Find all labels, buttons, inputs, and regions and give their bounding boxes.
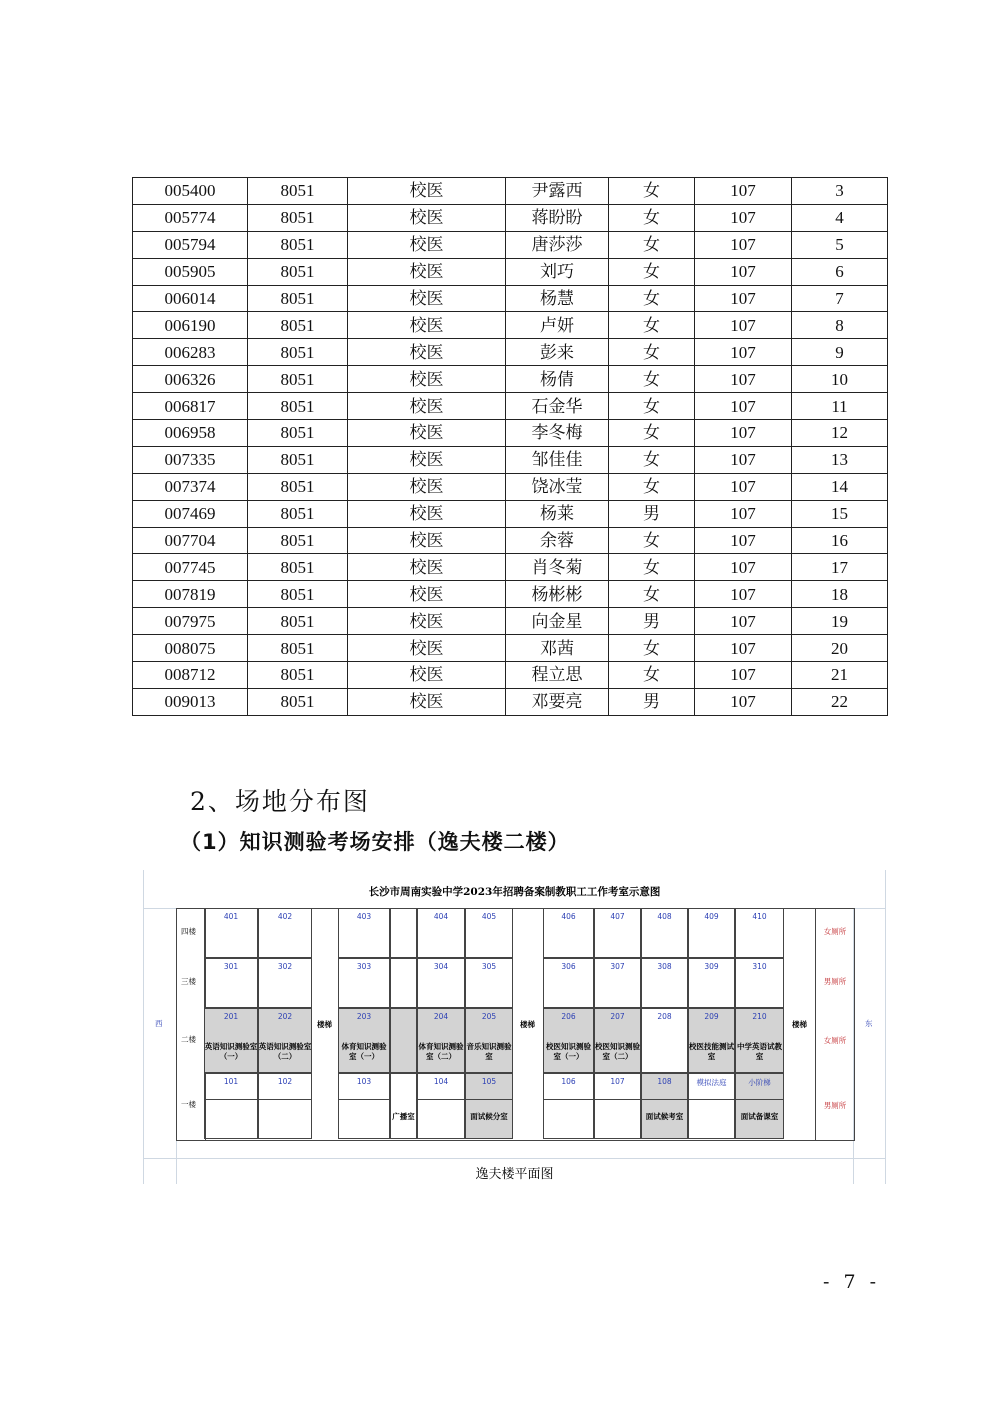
room-number: 小阶梯 bbox=[748, 1078, 771, 1087]
room-label: 面试备课室 bbox=[740, 1112, 779, 1121]
cell-name: 杨慧 bbox=[506, 285, 609, 312]
cell-name: 余蓉 bbox=[506, 527, 609, 554]
table-row bbox=[133, 312, 888, 339]
cell-gender: 女 bbox=[609, 420, 695, 447]
room-number: 301 bbox=[223, 962, 239, 971]
cell-candidate-id: 007469 bbox=[133, 500, 248, 527]
table-row bbox=[133, 688, 888, 715]
room-number: 305 bbox=[481, 962, 497, 971]
cell-name: 邓茜 bbox=[506, 635, 609, 662]
stairs-label-3: 楼梯 bbox=[792, 1020, 807, 1029]
cell-post-name: 校医 bbox=[348, 635, 506, 662]
cell-name: 卢妍 bbox=[506, 312, 609, 339]
room-number: 107 bbox=[610, 1077, 625, 1086]
cell-seat: 13 bbox=[792, 446, 888, 473]
room-number: 306 bbox=[561, 962, 576, 971]
cell-post-name: 校医 bbox=[348, 554, 506, 581]
toilet-label-3: 男厕所 bbox=[823, 977, 847, 986]
cell-seat: 17 bbox=[792, 554, 888, 581]
room-number: 206 bbox=[561, 1012, 576, 1021]
cell-room: 107 bbox=[695, 662, 792, 689]
cell-candidate-id: 006817 bbox=[133, 393, 248, 420]
room-number: 302 bbox=[277, 962, 293, 971]
cell-gender: 女 bbox=[609, 554, 695, 581]
gap-room bbox=[390, 1073, 417, 1139]
cell-gender: 女 bbox=[609, 258, 695, 285]
cell-candidate-id: 006958 bbox=[133, 420, 248, 447]
floor-plan-title: 长沙市周南实验中学2023年招聘备案制教职工工作考室示意图 bbox=[368, 886, 661, 898]
cell-room: 107 bbox=[695, 581, 792, 608]
cell-seat: 11 bbox=[792, 393, 888, 420]
cell-seat: 4 bbox=[792, 204, 888, 231]
room-number: 108 bbox=[657, 1077, 672, 1086]
cell-post-code: 8051 bbox=[248, 554, 348, 581]
cell-seat: 10 bbox=[792, 366, 888, 393]
room-number: 202 bbox=[277, 1012, 293, 1021]
room-number: 402 bbox=[277, 912, 293, 921]
cell-post-name: 校医 bbox=[348, 662, 506, 689]
cell-post-name: 校医 bbox=[348, 446, 506, 473]
table-row bbox=[133, 178, 888, 205]
cell-room: 107 bbox=[695, 635, 792, 662]
cell-gender: 女 bbox=[609, 662, 695, 689]
cell-candidate-id: 006283 bbox=[133, 339, 248, 366]
cell-seat: 14 bbox=[792, 473, 888, 500]
room-label: 面试候分室 bbox=[470, 1112, 508, 1121]
cell-candidate-id: 005905 bbox=[133, 258, 248, 285]
table-row bbox=[133, 420, 888, 447]
table-row bbox=[133, 500, 888, 527]
room-number: 407 bbox=[610, 912, 625, 921]
cell-room: 107 bbox=[695, 339, 792, 366]
cell-post-name: 校医 bbox=[348, 366, 506, 393]
room-label: 校医知识测验室（二） bbox=[595, 1042, 640, 1061]
cell-candidate-id: 007335 bbox=[133, 446, 248, 473]
cell-post-name: 校医 bbox=[348, 178, 506, 205]
cell-name: 李冬梅 bbox=[506, 420, 609, 447]
cell-name: 尹露西 bbox=[506, 178, 609, 205]
cell-name: 杨倩 bbox=[506, 366, 609, 393]
cell-seat: 16 bbox=[792, 527, 888, 554]
cell-candidate-id: 006014 bbox=[133, 285, 248, 312]
cell-post-code: 8051 bbox=[248, 635, 348, 662]
floor-plan-figure bbox=[143, 870, 886, 1184]
floor-label-1: 一楼 bbox=[181, 1100, 196, 1109]
cell-gender: 女 bbox=[609, 178, 695, 205]
cell-candidate-id: 008075 bbox=[133, 635, 248, 662]
table-row bbox=[133, 258, 888, 285]
cell-room: 107 bbox=[695, 554, 792, 581]
cell-gender: 女 bbox=[609, 473, 695, 500]
cell-name: 邹佳佳 bbox=[506, 446, 609, 473]
cell-room: 107 bbox=[695, 178, 792, 205]
cell-name: 唐莎莎 bbox=[506, 231, 609, 258]
cell-post-code: 8051 bbox=[248, 473, 348, 500]
table-row bbox=[133, 473, 888, 500]
sub-heading: （1）知识测验考场安排（逸夫楼二楼） bbox=[180, 830, 570, 854]
cell-seat: 15 bbox=[792, 500, 888, 527]
room-label: 面试候考室 bbox=[645, 1112, 684, 1121]
cell-candidate-id: 005400 bbox=[133, 178, 248, 205]
room-number: 403 bbox=[356, 912, 372, 921]
cell-post-name: 校医 bbox=[348, 581, 506, 608]
cell-post-name: 校医 bbox=[348, 204, 506, 231]
stairs-label-1: 楼梯 bbox=[317, 1020, 332, 1029]
cell-candidate-id: 007745 bbox=[133, 554, 248, 581]
room-label: 中学英语试教室 bbox=[737, 1042, 782, 1061]
cell-gender: 女 bbox=[609, 366, 695, 393]
cell-gender: 女 bbox=[609, 285, 695, 312]
cell-candidate-id: 009013 bbox=[133, 688, 248, 715]
cell-room: 107 bbox=[695, 204, 792, 231]
room-number: 309 bbox=[704, 962, 719, 971]
room-number: 408 bbox=[657, 912, 672, 921]
cell-gender: 男 bbox=[609, 688, 695, 715]
east-label: 东 bbox=[865, 1019, 873, 1028]
room-number: 203 bbox=[356, 1012, 372, 1021]
cell-name: 彭来 bbox=[506, 339, 609, 366]
cell-gender: 男 bbox=[609, 500, 695, 527]
cell-seat: 9 bbox=[792, 339, 888, 366]
gap-room bbox=[390, 958, 417, 1008]
cell-candidate-id: 007704 bbox=[133, 527, 248, 554]
section-heading: 2、场地分布图 bbox=[190, 787, 370, 816]
room-number: 205 bbox=[481, 1012, 497, 1021]
room-number: 209 bbox=[704, 1012, 719, 1021]
cell-post-name: 校医 bbox=[348, 500, 506, 527]
cell-seat: 8 bbox=[792, 312, 888, 339]
table-row bbox=[133, 366, 888, 393]
cell-seat: 22 bbox=[792, 688, 888, 715]
cell-name: 刘巧 bbox=[506, 258, 609, 285]
cell-candidate-id: 007819 bbox=[133, 581, 248, 608]
cell-candidate-id: 007975 bbox=[133, 608, 248, 635]
cell-room: 107 bbox=[695, 231, 792, 258]
room-label: 英语知识测验室（一） bbox=[204, 1042, 258, 1061]
room-number: 104 bbox=[433, 1077, 449, 1086]
cell-post-name: 校医 bbox=[348, 608, 506, 635]
cell-room: 107 bbox=[695, 527, 792, 554]
cell-gender: 女 bbox=[609, 231, 695, 258]
cell-post-name: 校医 bbox=[348, 393, 506, 420]
cell-seat: 21 bbox=[792, 662, 888, 689]
room-label: 英语知识测验室（二） bbox=[258, 1042, 312, 1061]
room-number: 406 bbox=[561, 912, 576, 921]
cell-room: 107 bbox=[695, 688, 792, 715]
cell-gender: 女 bbox=[609, 446, 695, 473]
cell-name: 杨彬彬 bbox=[506, 581, 609, 608]
room-number: 模拟法庭 bbox=[696, 1078, 727, 1087]
cell-post-code: 8051 bbox=[248, 366, 348, 393]
cell-post-code: 8051 bbox=[248, 608, 348, 635]
room-number: 105 bbox=[481, 1077, 497, 1086]
cell-room: 107 bbox=[695, 366, 792, 393]
cell-room: 107 bbox=[695, 608, 792, 635]
cell-post-name: 校医 bbox=[348, 473, 506, 500]
west-label: 西 bbox=[155, 1019, 163, 1028]
room-number: 410 bbox=[752, 912, 767, 921]
room-number: 101 bbox=[223, 1077, 239, 1086]
cell-name: 饶冰莹 bbox=[506, 473, 609, 500]
room-number: 304 bbox=[433, 962, 449, 971]
cell-post-code: 8051 bbox=[248, 312, 348, 339]
cell-post-code: 8051 bbox=[248, 446, 348, 473]
cell-seat: 7 bbox=[792, 285, 888, 312]
cell-room: 107 bbox=[695, 473, 792, 500]
cell-gender: 女 bbox=[609, 339, 695, 366]
table-row bbox=[133, 204, 888, 231]
table-row bbox=[133, 554, 888, 581]
cell-name: 邓要亮 bbox=[506, 688, 609, 715]
cell-post-name: 校医 bbox=[348, 420, 506, 447]
toilet-label-4: 女厕所 bbox=[823, 927, 847, 936]
cell-gender: 女 bbox=[609, 635, 695, 662]
room-label: 体育知识测验室（一） bbox=[341, 1042, 387, 1061]
room-number: 307 bbox=[610, 962, 625, 971]
floor-label-2: 二楼 bbox=[181, 1035, 196, 1044]
room-number: 208 bbox=[657, 1012, 672, 1021]
room-number: 207 bbox=[610, 1012, 625, 1021]
cell-seat: 18 bbox=[792, 581, 888, 608]
cell-seat: 6 bbox=[792, 258, 888, 285]
cell-room: 107 bbox=[695, 446, 792, 473]
cell-post-code: 8051 bbox=[248, 204, 348, 231]
cell-name: 石金华 bbox=[506, 393, 609, 420]
room-number: 310 bbox=[752, 962, 767, 971]
table-row bbox=[133, 231, 888, 258]
room-number: 409 bbox=[704, 912, 719, 921]
room-number: 106 bbox=[561, 1077, 576, 1086]
cell-seat: 3 bbox=[792, 178, 888, 205]
gap-room bbox=[390, 1008, 417, 1073]
cell-room: 107 bbox=[695, 312, 792, 339]
cell-post-code: 8051 bbox=[248, 258, 348, 285]
room-number: 210 bbox=[752, 1012, 767, 1021]
cell-post-code: 8051 bbox=[248, 500, 348, 527]
cell-post-code: 8051 bbox=[248, 285, 348, 312]
room-label: 校医技能测试室 bbox=[689, 1042, 734, 1061]
cell-post-code: 8051 bbox=[248, 393, 348, 420]
cell-post-name: 校医 bbox=[348, 527, 506, 554]
table-row bbox=[133, 339, 888, 366]
cell-candidate-id: 005774 bbox=[133, 204, 248, 231]
cell-room: 107 bbox=[695, 258, 792, 285]
roster-body bbox=[133, 178, 888, 716]
cell-post-code: 8051 bbox=[248, 662, 348, 689]
cell-gender: 女 bbox=[609, 204, 695, 231]
cell-post-code: 8051 bbox=[248, 581, 348, 608]
room-number: 303 bbox=[356, 962, 372, 971]
cell-candidate-id: 006326 bbox=[133, 366, 248, 393]
candidate-roster-table bbox=[132, 177, 888, 716]
room-label: 广播室 bbox=[392, 1112, 415, 1121]
room-number: 404 bbox=[433, 912, 449, 921]
cell-gender: 男 bbox=[609, 608, 695, 635]
toilet-label-2: 女厕所 bbox=[823, 1036, 847, 1045]
table-row bbox=[133, 608, 888, 635]
stairs-label-2: 楼梯 bbox=[520, 1020, 535, 1029]
cell-candidate-id: 006190 bbox=[133, 312, 248, 339]
cell-post-name: 校医 bbox=[348, 231, 506, 258]
table-row bbox=[133, 527, 888, 554]
cell-candidate-id: 007374 bbox=[133, 473, 248, 500]
page-number: - 7 - bbox=[823, 1271, 881, 1293]
room-number: 103 bbox=[356, 1077, 372, 1086]
room-label: 校医知识测验室（一） bbox=[546, 1042, 591, 1061]
cell-post-code: 8051 bbox=[248, 420, 348, 447]
room-number: 102 bbox=[277, 1077, 293, 1086]
table-row bbox=[133, 446, 888, 473]
cell-name: 程立思 bbox=[506, 662, 609, 689]
floor-label-3: 三楼 bbox=[181, 977, 196, 986]
cell-room: 107 bbox=[695, 500, 792, 527]
table-row bbox=[133, 285, 888, 312]
room-label: 音乐知识测验室 bbox=[466, 1042, 512, 1061]
cell-post-name: 校医 bbox=[348, 339, 506, 366]
cell-seat: 20 bbox=[792, 635, 888, 662]
cell-name: 肖冬菊 bbox=[506, 554, 609, 581]
table-row bbox=[133, 662, 888, 689]
cell-gender: 女 bbox=[609, 581, 695, 608]
cell-candidate-id: 005794 bbox=[133, 231, 248, 258]
cell-gender: 女 bbox=[609, 312, 695, 339]
floor-plan-caption: 逸夫楼平面图 bbox=[475, 1167, 554, 1182]
cell-name: 杨莱 bbox=[506, 500, 609, 527]
cell-seat: 12 bbox=[792, 420, 888, 447]
cell-gender: 女 bbox=[609, 527, 695, 554]
cell-post-name: 校医 bbox=[348, 258, 506, 285]
cell-room: 107 bbox=[695, 285, 792, 312]
cell-gender: 女 bbox=[609, 393, 695, 420]
cell-name: 向金星 bbox=[506, 608, 609, 635]
cell-post-name: 校医 bbox=[348, 688, 506, 715]
cell-post-code: 8051 bbox=[248, 339, 348, 366]
room-label: 体育知识测验室（二） bbox=[418, 1042, 464, 1061]
cell-seat: 19 bbox=[792, 608, 888, 635]
cell-seat: 5 bbox=[792, 231, 888, 258]
cell-room: 107 bbox=[695, 420, 792, 447]
cell-post-code: 8051 bbox=[248, 231, 348, 258]
cell-post-name: 校医 bbox=[348, 312, 506, 339]
table-row bbox=[133, 635, 888, 662]
room-number: 204 bbox=[433, 1012, 449, 1021]
room-number: 405 bbox=[481, 912, 497, 921]
table-row bbox=[133, 581, 888, 608]
cell-candidate-id: 008712 bbox=[133, 662, 248, 689]
gap-room bbox=[390, 908, 417, 958]
table-row bbox=[133, 393, 888, 420]
cell-post-code: 8051 bbox=[248, 527, 348, 554]
cell-post-code: 8051 bbox=[248, 688, 348, 715]
cell-name: 蒋盼盼 bbox=[506, 204, 609, 231]
cell-post-name: 校医 bbox=[348, 285, 506, 312]
floor-label-4: 四楼 bbox=[181, 927, 196, 936]
cell-post-code: 8051 bbox=[248, 178, 348, 205]
room-number: 401 bbox=[223, 912, 239, 921]
cell-room: 107 bbox=[695, 393, 792, 420]
toilet-label-1: 男厕所 bbox=[823, 1101, 847, 1110]
room-number: 201 bbox=[223, 1012, 239, 1021]
room-number: 308 bbox=[657, 962, 672, 971]
